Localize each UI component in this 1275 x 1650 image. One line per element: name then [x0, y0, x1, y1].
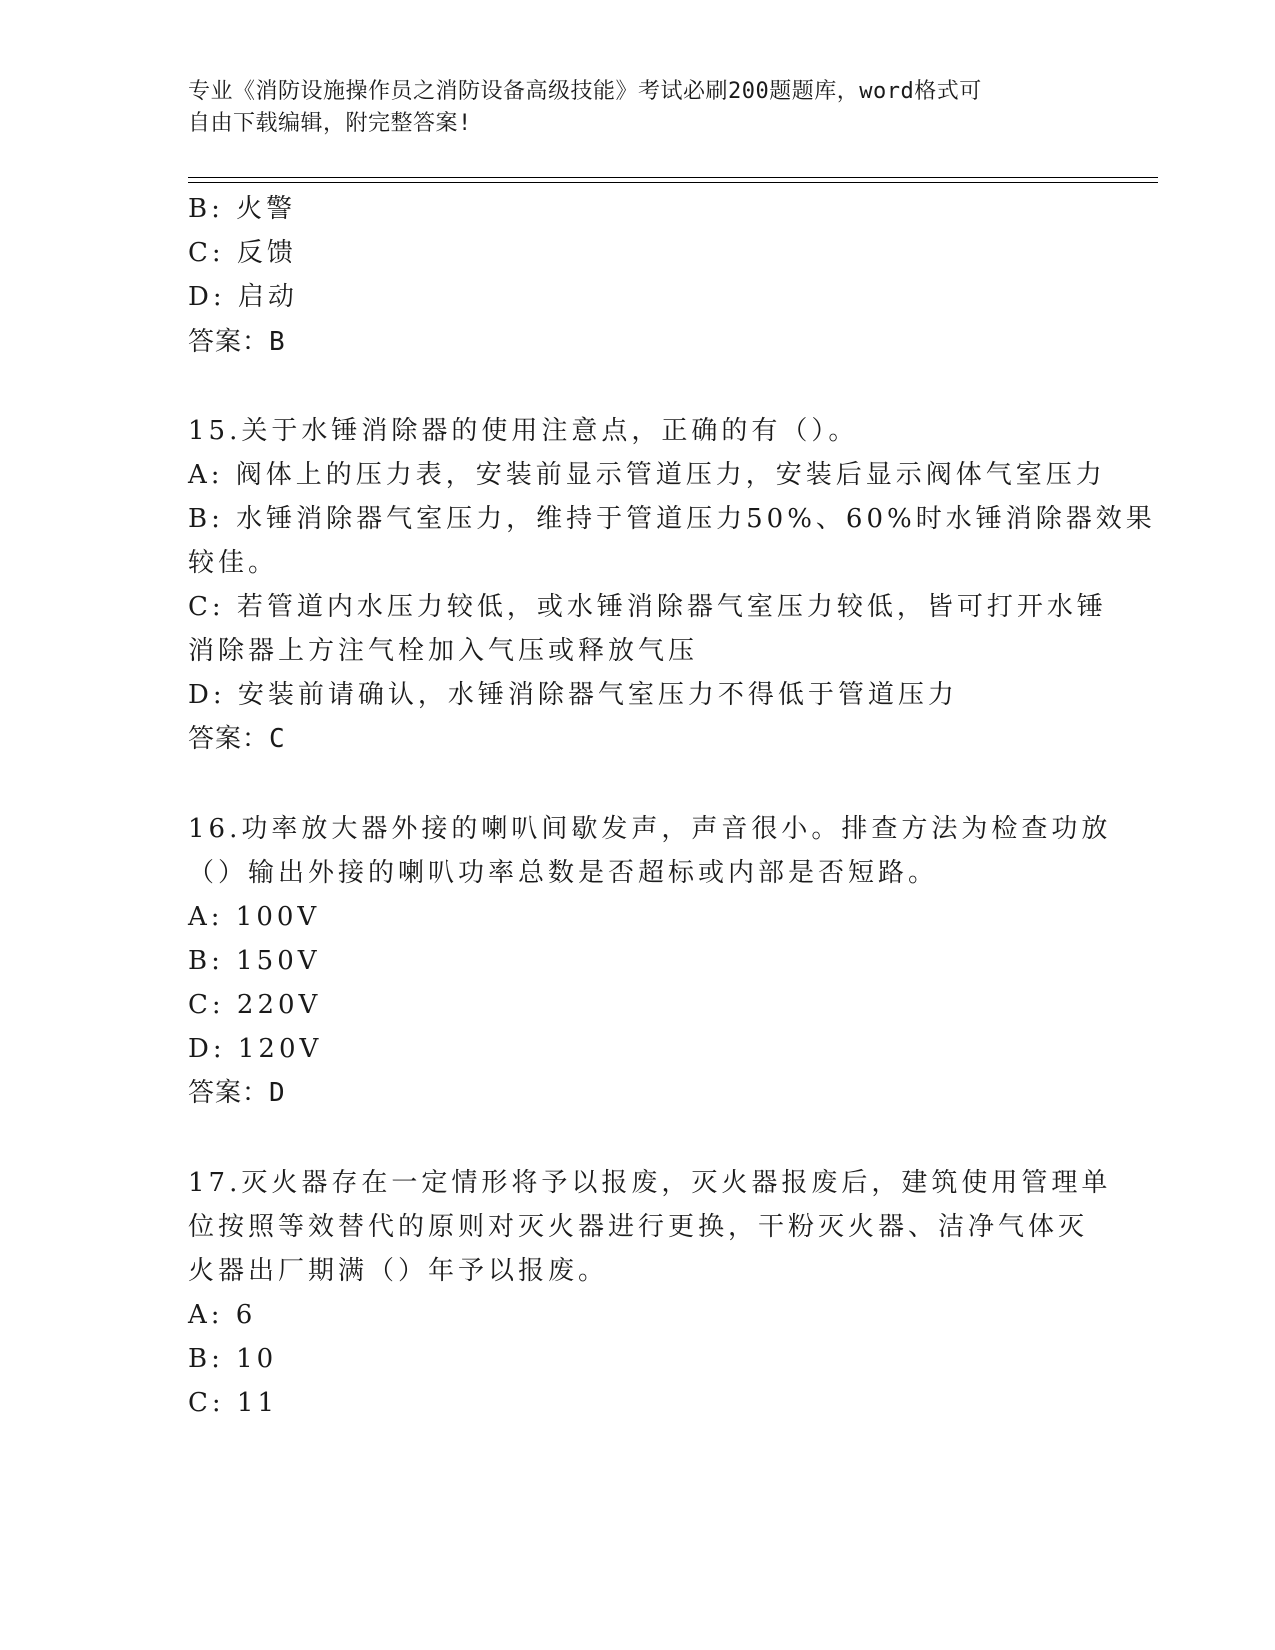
answer: 答案：D [188, 1078, 286, 1108]
option-c: C: 若管道内水压力较低，或水锤消除器气室压力较低，皆可打开水锤 [188, 592, 1107, 622]
option-c: C: 220V [188, 990, 322, 1020]
question-stem: 16.功率放大器外接的喇叭间歇发声，声音很小。排查方法为检查功放 [188, 814, 1112, 844]
option-a: A: 100V [188, 902, 321, 932]
option-c-continued: 消除器上方注气栓加入气压或释放气压 [188, 636, 699, 666]
option-b: B: 150V [188, 946, 321, 976]
option-d: D: 安装前请确认，水锤消除器气室压力不得低于管道压力 [188, 680, 958, 710]
answer: 答案：B [188, 327, 286, 357]
question-stem-continued: 位按照等效替代的原则对灭火器进行更换，干粉灭火器、洁净气体灭 [188, 1212, 1089, 1242]
question-stem: 17.灭火器存在一定情形将予以报废，灭火器报废后，建筑使用管理单 [188, 1168, 1112, 1198]
document-header [188, 76, 1068, 140]
option-c: C: 反馈 [188, 238, 297, 268]
question-stem-continued-2: 火器出厂期满（）年予以报废。 [188, 1256, 609, 1286]
option-d: D: 启动 [188, 282, 298, 312]
question-stem-continued: （）输出外接的喇叭功率总数是否超标或内部是否短路。 [188, 858, 939, 888]
option-d: D: 120V [188, 1034, 323, 1064]
option-b: B: 火警 [188, 194, 297, 224]
header-rule-top [188, 177, 1158, 178]
option-a: A: 阀体上的压力表，安装前显示管道压力，安装后显示阀体气室压力 [188, 460, 1106, 490]
option-a: A: 6 [188, 1300, 257, 1330]
header-line-1: 专业《消防设施操作员之消防设备高级技能》考试必刷200题题库，word格式可 [188, 79, 982, 104]
header-line-2: 自由下载编辑，附完整答案! [188, 111, 472, 136]
option-b: B: 水锤消除器气室压力，维持于管道压力50%、60%时水锤消除器效果 [188, 504, 1156, 534]
option-b-continued: 较佳。 [188, 548, 279, 578]
option-b: B: 10 [188, 1344, 278, 1374]
answer: 答案：C [188, 724, 286, 754]
header-rule-bottom [188, 182, 1158, 183]
option-c: C: 11 [188, 1388, 279, 1418]
question-stem: 15.关于水锤消除器的使用注意点，正确的有（）。 [188, 416, 859, 446]
